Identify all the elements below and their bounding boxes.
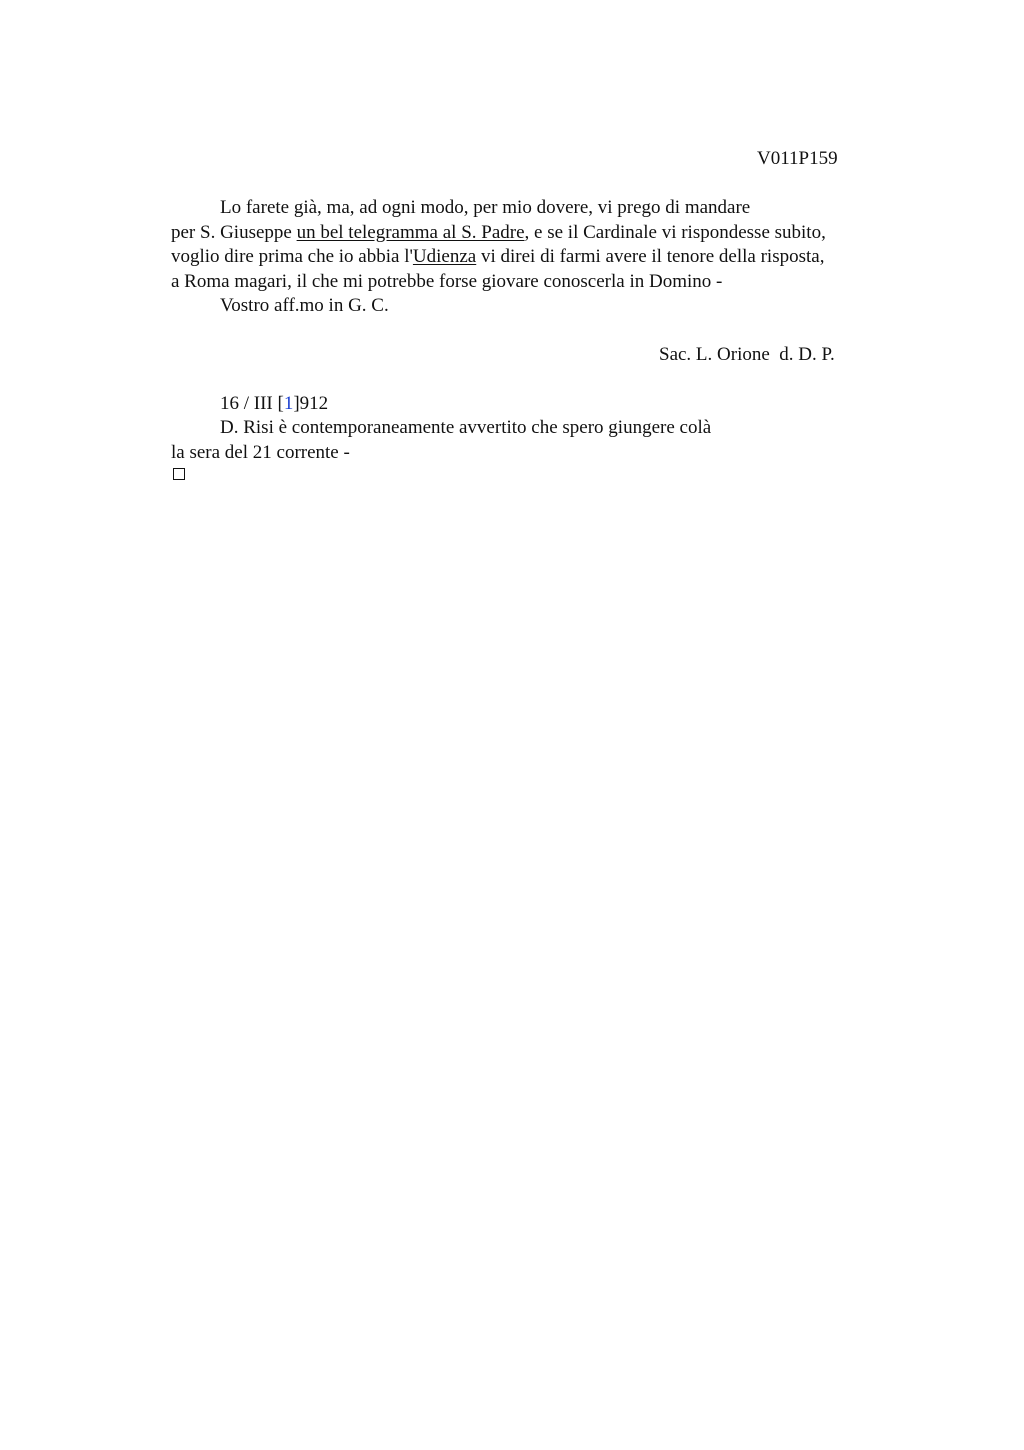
paragraph-line-4 xyxy=(171,270,722,294)
document-reference-code: V011P159 xyxy=(757,148,838,169)
paragraph-line-2-pre: per S. Giuseppe xyxy=(171,222,297,243)
paragraph-line-3-pre: voglio dire prima che io abbia l' xyxy=(171,246,413,267)
postscript-line-2 xyxy=(171,441,350,465)
postscript-date xyxy=(220,392,328,416)
paragraph-line-1-text: Lo farete già, ma, ad ogni modo, per mio dovere, vi prego di mandare xyxy=(220,197,751,218)
paragraph-line-2-post: , e se il Cardinale vi rispondesse subito, xyxy=(524,222,826,243)
closing-salutation xyxy=(220,294,389,318)
paragraph-line-1 xyxy=(220,196,750,220)
paragraph-line-3-post: vi direi di farmi avere il tenore della risposta, xyxy=(476,246,825,267)
postscript-line-1-text: D. Risi è contemporaneamente avvertito che spero giungere colà xyxy=(220,417,712,438)
empty-square-icon xyxy=(173,468,185,480)
signature: Sac. L. Orione d. D. P. xyxy=(659,344,835,365)
paragraph-line-4-text: a Roma magari, il che mi potrebbe forse giovare conoscerla in Domino - xyxy=(171,271,723,292)
postscript-date-post: ]912 xyxy=(293,393,329,414)
postscript-line-1 xyxy=(220,416,711,440)
closing-salutation-text: Vostro aff.mo in G. C. xyxy=(220,295,389,316)
postscript-date-pre: 16 / III [ xyxy=(220,393,284,414)
postscript-line-2-text: la sera del 21 corrente - xyxy=(171,442,350,463)
paragraph-line-2 xyxy=(171,221,826,245)
underlined-word-udienza: Udienza xyxy=(412,246,477,267)
editorial-inserted-digit: 1 xyxy=(283,393,294,414)
paragraph-line-3 xyxy=(171,245,824,269)
underlined-phrase-telegram: un bel telegramma al S. Padre xyxy=(296,222,525,243)
